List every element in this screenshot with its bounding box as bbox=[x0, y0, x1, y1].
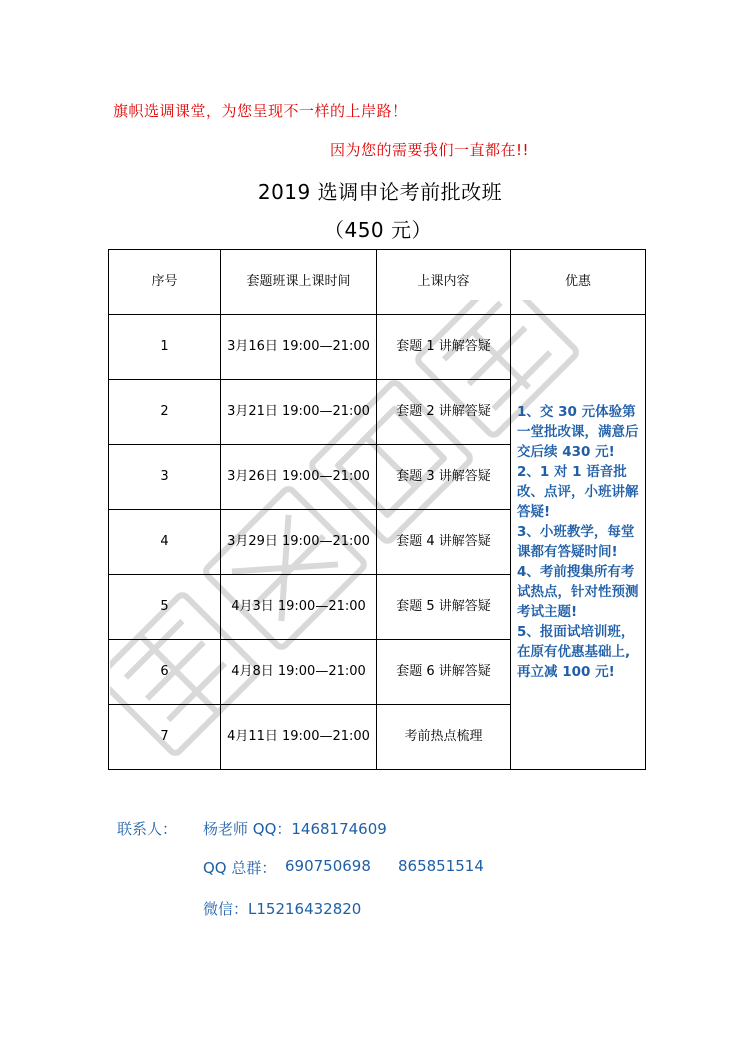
row-content: 套题 6 讲解答疑 bbox=[377, 640, 511, 705]
row-content: 套题 3 讲解答疑 bbox=[377, 445, 511, 510]
header-perks: 优惠 bbox=[511, 250, 646, 315]
document-title: 2019 选调申论考前批改班 bbox=[257, 180, 503, 204]
row-content: 套题 4 讲解答疑 bbox=[377, 510, 511, 575]
perks-cell bbox=[511, 315, 646, 770]
schedule-table bbox=[108, 249, 646, 770]
perk-item: 4、考前搜集所有考试热点，针对性预测考试主题! bbox=[517, 564, 639, 620]
contact-name-qq: 杨老师 QQ：1468174609 bbox=[203, 820, 387, 838]
row-number: 6 bbox=[109, 640, 221, 705]
row-number: 2 bbox=[109, 380, 221, 445]
header-content: 上课内容 bbox=[377, 250, 511, 315]
row-time: 3月29日 19:00—21:00 bbox=[221, 510, 377, 575]
row-time: 3月21日 19:00—21:00 bbox=[221, 380, 377, 445]
price-subtitle: （450 元） bbox=[323, 218, 433, 242]
row-content: 考前热点梳理 bbox=[377, 705, 511, 770]
perk-item: 1、交 30 元体验第一堂批改课，满意后交后续 430 元! bbox=[517, 404, 639, 460]
qq-group-number-1: 690750698 bbox=[285, 857, 371, 875]
contact-label: 联系人： bbox=[117, 820, 178, 838]
row-number: 5 bbox=[109, 575, 221, 640]
row-content: 套题 2 讲解答疑 bbox=[377, 380, 511, 445]
row-time: 4月11日 19:00—21:00 bbox=[221, 705, 377, 770]
row-number: 4 bbox=[109, 510, 221, 575]
perk-item: 3、小班教学，每堂课都有答疑时间! bbox=[517, 524, 635, 560]
row-time: 3月16日 19:00—21:00 bbox=[221, 315, 377, 380]
row-number: 7 bbox=[109, 705, 221, 770]
qq-group-label: QQ 总群： bbox=[203, 859, 277, 877]
row-time: 3月26日 19:00—21:00 bbox=[221, 445, 377, 510]
row-time: 4月8日 19:00—21:00 bbox=[221, 640, 377, 705]
row-content: 套题 1 讲解答疑 bbox=[377, 315, 511, 380]
qq-group-number-2: 865851514 bbox=[398, 857, 484, 875]
row-content: 套题 5 讲解答疑 bbox=[377, 575, 511, 640]
slogan-line-2: 因为您的需要我们一直都在!! bbox=[330, 141, 530, 159]
table-row bbox=[109, 315, 646, 380]
perk-item: 2、1 对 1 语音批改、点评，小班讲解答疑! bbox=[517, 464, 639, 520]
row-number: 3 bbox=[109, 445, 221, 510]
header-time: 套题班课上课时间 bbox=[221, 250, 377, 315]
wechat-contact: 微信：L15216432820 bbox=[203, 900, 362, 918]
header-number: 序号 bbox=[109, 250, 221, 315]
row-number: 1 bbox=[109, 315, 221, 380]
table-header-row bbox=[109, 250, 646, 315]
row-time: 4月3日 19:00—21:00 bbox=[221, 575, 377, 640]
slogan-line-1: 旗帜选调课堂，为您呈现不一样的上岸路！ bbox=[113, 102, 408, 120]
perk-item: 5、报面试培训班，在原有优惠基础上,再立减 100 元! bbox=[517, 624, 635, 680]
